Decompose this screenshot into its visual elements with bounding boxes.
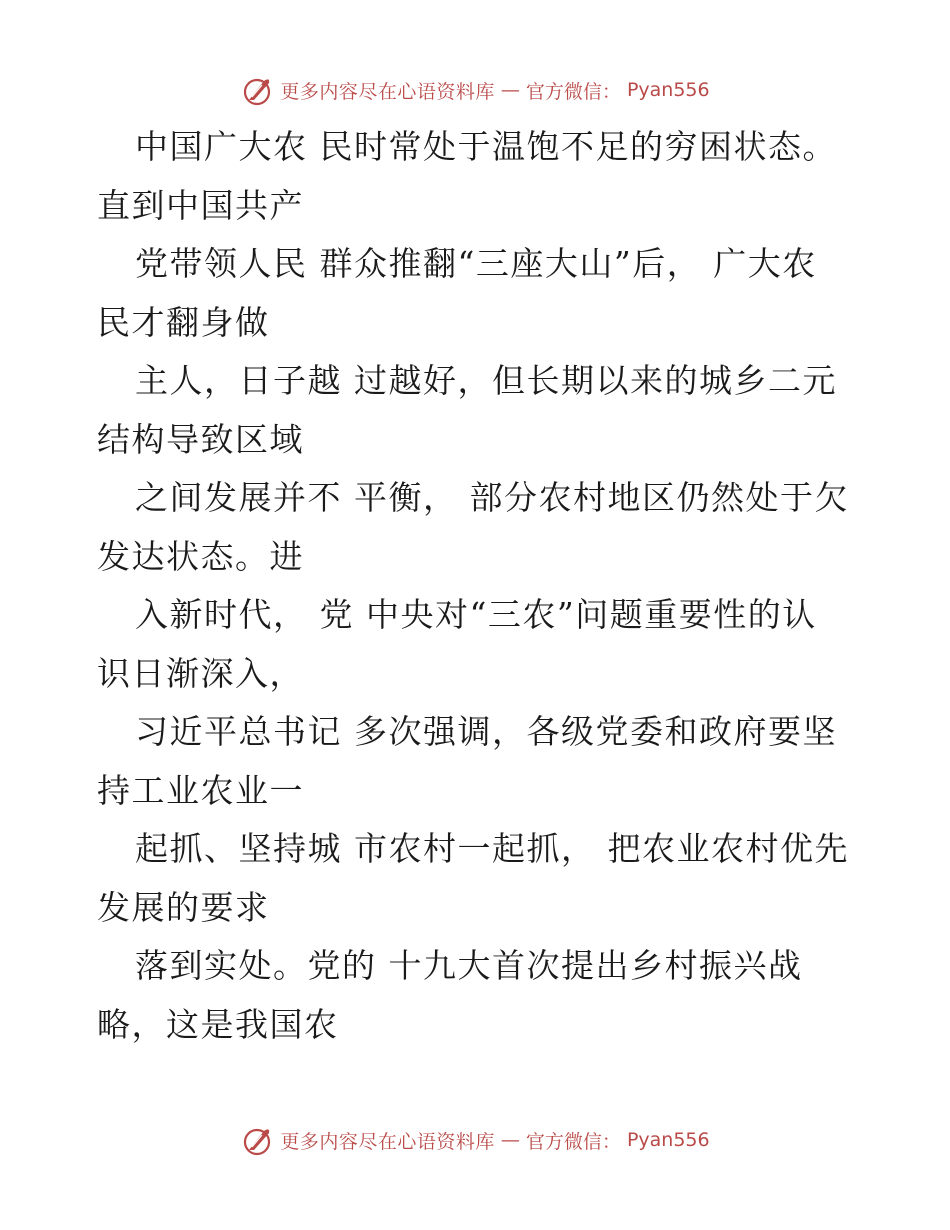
body-line: 党带领人民 群众推翻“三座大山”后， 广大农 xyxy=(135,244,817,283)
footer-watermark xyxy=(0,1120,950,1160)
body-line: 发展的要求 xyxy=(97,887,270,927)
body-line: 之间发展并不 平衡， 部分农村地区仍然处于欠 xyxy=(135,478,849,517)
body-line: 起抓、坚持城 市农村一起抓， 把农业农村优先 xyxy=(135,829,849,868)
body-line: 识日渐深入， xyxy=(97,653,304,693)
feather-pen-logo-icon xyxy=(240,1123,274,1157)
body-line: 主人，日子越 过越好，但长期以来的城乡二元 xyxy=(135,361,837,400)
body-line: 直到中国共产 xyxy=(97,185,304,225)
document-body xyxy=(97,118,867,1054)
watermark-site-text: 更多内容尽在心语资料库 xyxy=(280,1130,495,1153)
watermark-dash: — xyxy=(500,1129,520,1151)
body-line: 落到实处。党的 十九大首次提出乡村振兴战 xyxy=(135,946,803,985)
body-line: 民才翻身做 xyxy=(97,302,270,342)
feather-pen-logo-icon xyxy=(240,73,274,107)
watermark-site-text: 更多内容尽在心语资料库 xyxy=(280,80,495,103)
body-line: 发达状态。进 xyxy=(97,536,304,576)
watermark-dash: — xyxy=(500,79,520,101)
body-line: 习近平总书记 多次强调，各级党委和政府要坚 xyxy=(135,712,837,751)
watermark-wechat-label: 官方微信： xyxy=(525,1130,621,1153)
body-line: 中国广大农 民时常处于温饱不足的穷困状态。 xyxy=(135,127,837,166)
body-line: 入新时代， 党 中央对“三农”问题重要性的认 xyxy=(135,595,817,634)
watermark-wechat-id: Pyan556 xyxy=(626,79,710,101)
body-line: 结构导致区域 xyxy=(97,419,304,459)
watermark-wechat-id: Pyan556 xyxy=(626,1129,710,1151)
body-line: 略，这是我国农 xyxy=(97,1004,339,1044)
header-watermark xyxy=(0,70,950,110)
body-line: 持工业农业一 xyxy=(97,770,304,810)
watermark-wechat-label: 官方微信： xyxy=(525,80,621,103)
